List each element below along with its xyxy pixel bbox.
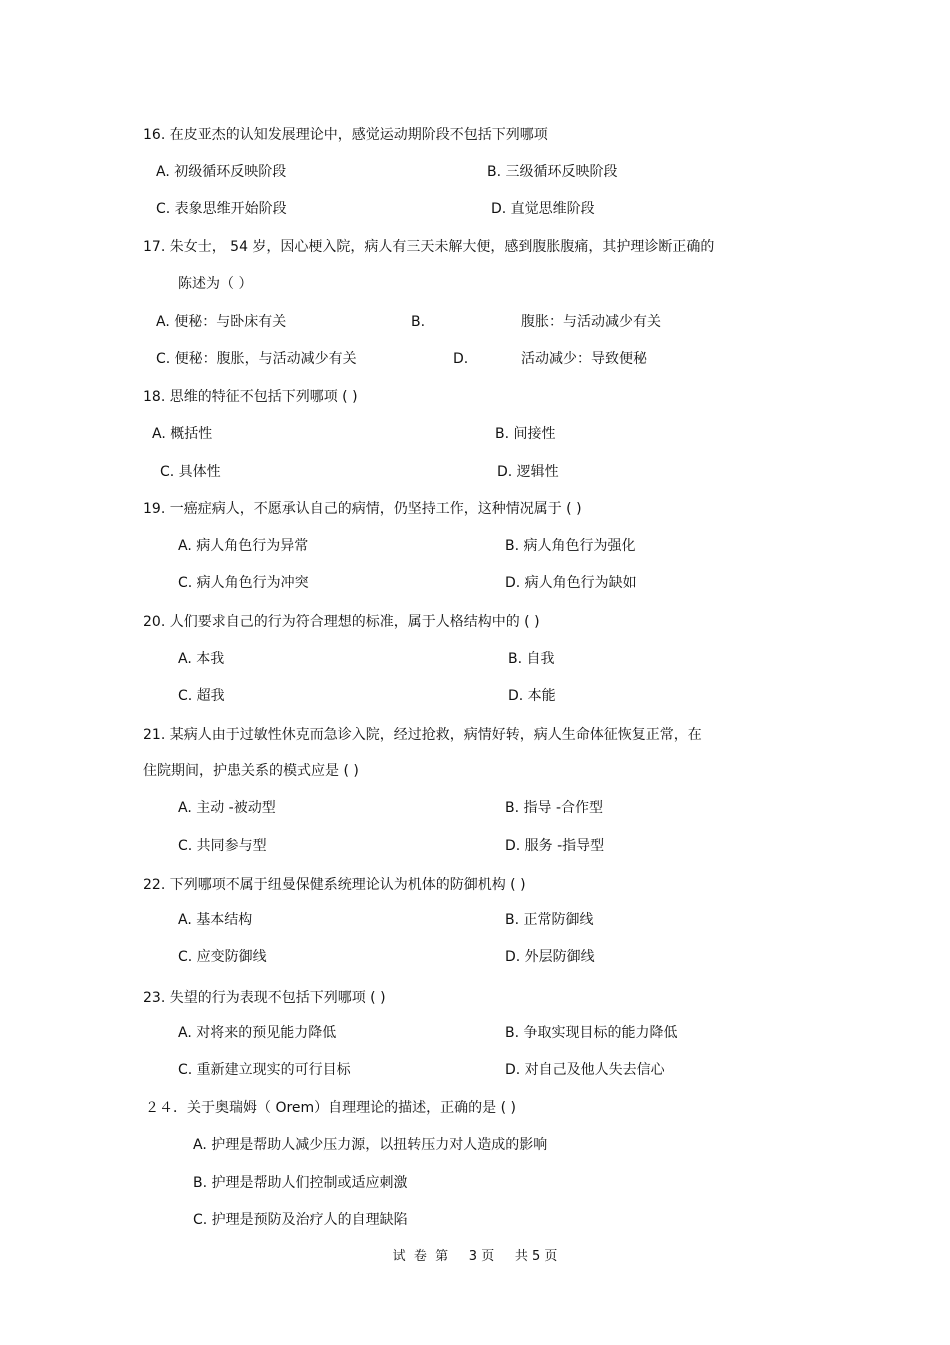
question-17-option-d-text: 活动减少：导致便秘 [521,351,647,367]
question-21-stem: 21. 某病人由于过敏性休克而急诊入院，经过抢救，病情好转，病人生命体征恢复正常，在 [143,727,702,743]
question-17-option-c: C. 便秘：腹胀，与活动减少有关 [156,351,357,367]
question-20-stem: 20. 人们要求自己的行为符合理想的标准，属于人格结构中的 ( ) [143,614,540,630]
question-17-stem-continued: 陈述为（ ） [178,276,253,292]
question-16-option-a: A. 初级循环反映阶段 [156,164,287,180]
question-16-option-b: B. 三级循环反映阶段 [487,164,618,180]
question-24-stem: ２４．关于奥瑞姆（ Orem）自理理论的描述，正确的是 ( ) [145,1100,516,1116]
question-21-option-a: A. 主动 -被动型 [178,800,276,816]
question-20-option-c: C. 超我 [178,688,225,704]
question-20-option-a: A. 本我 [178,651,225,667]
page-footer: 试 卷 第 3 页 共 5 页 [392,1249,558,1264]
question-19-option-b: B. 病人角色行为强化 [505,538,636,554]
question-19-stem: 19. 一癌症病人，不愿承认自己的病情，仍坚持工作，这种情况属于 ( ) [143,501,582,517]
question-21-option-d: D. 服务 -指导型 [505,838,605,854]
question-17-option-b-letter: B. [411,314,426,330]
question-18-option-a: A. 概括性 [152,426,213,442]
question-23-option-b: B. 争取实现目标的能力降低 [505,1025,678,1041]
question-17-stem: 17. 朱女士， 54 岁，因心梗入院，病人有三天未解大便，感到腹胀腹痛，其护理诊断正确的 [143,239,715,255]
question-16-option-d: D. 直觉思维阶段 [491,201,595,217]
question-24-option-a: A. 护理是帮助人减少压力源，以扭转压力对人造成的影响 [193,1137,548,1153]
question-18-stem: 18. 思维的特征不包括下列哪项 ( ) [143,389,358,405]
question-19-option-a: A. 病人角色行为异常 [178,538,309,554]
question-23-stem: 23. 失望的行为表现不包括下列哪项 ( ) [143,990,386,1006]
question-24-option-c: C. 护理是预防及治疗人的自理缺陷 [193,1212,408,1228]
question-21-stem-continued: 住院期间，护患关系的模式应是 ( ) [143,763,359,779]
question-17-option-a: A. 便秘：与卧床有关 [156,314,287,330]
question-22-option-c: C. 应变防御线 [178,949,267,965]
question-18-option-b: B. 间接性 [495,426,556,442]
question-17-option-b-text: 腹胀：与活动减少有关 [521,314,661,330]
question-22-stem: 22. 下列哪项不属于纽曼保健系统理论认为机体的防御机构 ( ) [143,877,526,893]
question-20-option-d: D. 本能 [508,688,556,704]
question-17-option-d-letter: D. [453,351,469,367]
question-18-option-d: D. 逻辑性 [497,464,559,480]
question-23-option-c: C. 重新建立现实的可行目标 [178,1062,351,1078]
question-21-option-b: B. 指导 -合作型 [505,800,604,816]
question-23-option-d: D. 对自己及他人失去信心 [505,1062,665,1078]
question-18-option-c: C. 具体性 [160,464,221,480]
question-16-option-c: C. 表象思维开始阶段 [156,201,287,217]
question-23-option-a: A. 对将来的预见能力降低 [178,1025,337,1041]
question-19-option-c: C. 病人角色行为冲突 [178,575,309,591]
question-22-option-b: B. 正常防御线 [505,912,594,928]
question-21-option-c: C. 共同参与型 [178,838,267,854]
question-22-option-d: D. 外层防御线 [505,949,595,965]
question-20-option-b: B. 自我 [508,651,555,667]
question-24-option-b: B. 护理是帮助人们控制或适应刺激 [193,1175,408,1191]
question-19-option-d: D. 病人角色行为缺如 [505,575,637,591]
question-22-option-a: A. 基本结构 [178,912,253,928]
question-16-stem: 16. 在皮亚杰的认知发展理论中，感觉运动期阶段不包括下列哪项 [143,127,548,143]
